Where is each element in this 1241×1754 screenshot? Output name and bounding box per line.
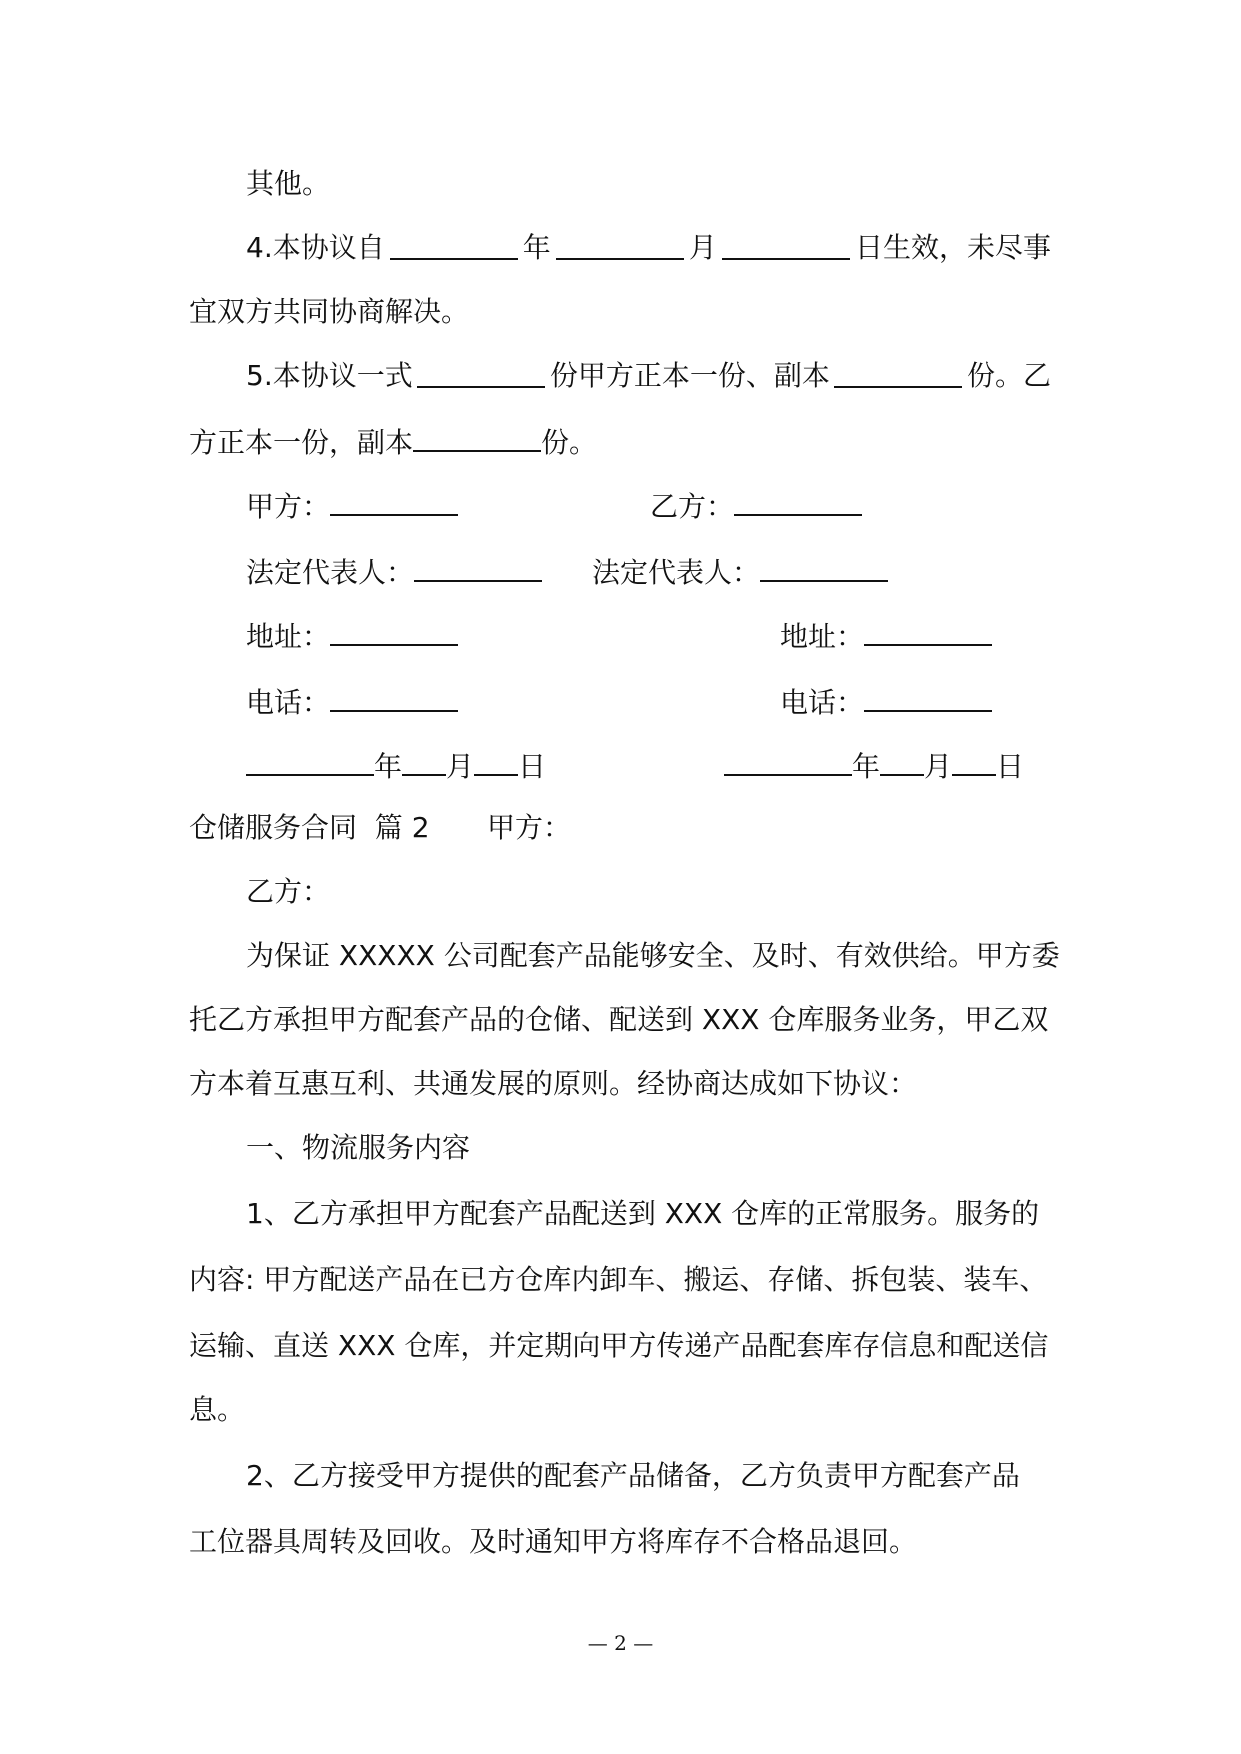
text: 托乙方承担甲方配套产品的仓储、配送到 XXX 仓库服务业务，甲乙双 [189,1003,1049,1036]
addr-a-field [246,614,458,654]
label: 年 [852,750,881,783]
label: 乙方： [246,875,331,908]
label: 月 [924,750,953,783]
blank-date-b-day [952,744,996,776]
clause-4-prefix: 4.本协议自 [246,231,385,264]
heading-text: 一、物流服务内容 [246,1131,471,1164]
clause-5-prefix: 5.本协议一式 [246,359,413,392]
section-2-title [189,808,430,848]
blank-day [722,228,850,260]
clause-5-cont [189,420,597,460]
label: 年 [374,750,403,783]
text: 2、乙方接受甲方提供的配套产品储备，乙方负责甲方配套产品 [246,1459,1020,1492]
phone-a-field [246,680,458,720]
blank-rep-b [760,550,888,582]
blank-date-b-year [724,744,852,776]
blank-addr-a [330,614,458,646]
text: 宜双方共同协商解决。 [189,295,470,328]
blank-copies-a [834,356,962,388]
text: 其他。 [246,167,331,200]
label: 地址： [246,620,331,653]
text: 方本着互惠互利、共通发展的原则。经协商达成如下协议： [189,1067,918,1100]
blank-date-a-month [402,744,446,776]
label: 日 [996,750,1025,783]
text: 工位器具周转及回收。及时通知甲方将库存不合格品退回。 [189,1525,918,1558]
blank-party-a [330,484,458,516]
section-2-party-b [246,872,330,912]
heading-logistics-service [246,1128,470,1168]
blank-phone-b [864,680,992,712]
blank-year [390,228,518,260]
label: 电话： [780,686,865,719]
text: 运输、直送 XXX 仓库，并定期向甲方传递产品配套库存信息和配送信 [189,1329,1049,1362]
intro-line-2 [189,1000,1048,1040]
item-2-line-1 [246,1456,1020,1496]
blank-copies [417,356,545,388]
blank-phone-a [330,680,458,712]
title-text: 仓储服务合同 篇 2 [189,811,430,844]
addr-b-field [780,614,992,654]
text: 方正本一份，副本 [189,426,414,459]
blank-date-b-month [880,744,924,776]
blank-rep-a [414,550,542,582]
text: 为保证 XXXXX 公司配套产品能够安全、及时、有效供给。甲方委 [246,939,1060,972]
label: 甲方： [487,811,572,844]
item-1-line-4 [189,1390,245,1430]
label: 乙方： [650,490,735,523]
paragraph-line [246,164,330,204]
text: 内容: 甲方配送产品在已方仓库内卸车、搬运、存储、拆包装、装车、 [189,1263,1048,1296]
rep-a-field [246,550,542,590]
label: 法定代表人： [592,556,761,589]
label: 月 [446,750,475,783]
text: 份。 [541,426,598,459]
clause-5-suffix: 份。乙 [966,359,1051,392]
label: 地址： [780,620,865,653]
text: 息。 [189,1393,246,1426]
rep-b-field [592,550,888,590]
blank-month [556,228,684,260]
label: 日 [518,750,547,783]
year-label: 年 [522,231,551,264]
blank-date-a-year [246,744,374,776]
date-b-field [724,744,1024,784]
intro-line-1 [246,936,1060,976]
label: 法定代表人： [246,556,415,589]
clause-4-line [246,228,1051,268]
item-2-line-2 [189,1522,917,1562]
blank-date-a-day [474,744,518,776]
label: 甲方： [246,490,331,523]
blank-copies-b [413,420,541,452]
page-number: — 2 — [587,1631,654,1655]
phone-b-field [780,680,992,720]
clause-5-mid: 份甲方正本一份、副本 [549,359,830,392]
intro-line-3 [189,1064,917,1104]
blank-addr-b [864,614,992,646]
clause-4-cont [189,292,469,332]
label: 电话： [246,686,331,719]
party-b-field [650,484,862,524]
clause-5-line [246,356,1051,396]
item-1-line-2 [189,1260,1047,1300]
date-a-field [246,744,546,784]
item-1-line-3 [189,1326,1048,1366]
blank-party-b [734,484,862,516]
text: 1、乙方承担甲方配套产品配送到 XXX 仓库的正常服务。服务的 [246,1197,1040,1230]
item-1-line-1 [246,1194,1039,1234]
month-label: 月 [688,231,717,264]
clause-4-suffix: 日生效，未尽事 [854,231,1051,264]
party-a-field [246,484,458,524]
section-2-party-a [487,808,571,848]
